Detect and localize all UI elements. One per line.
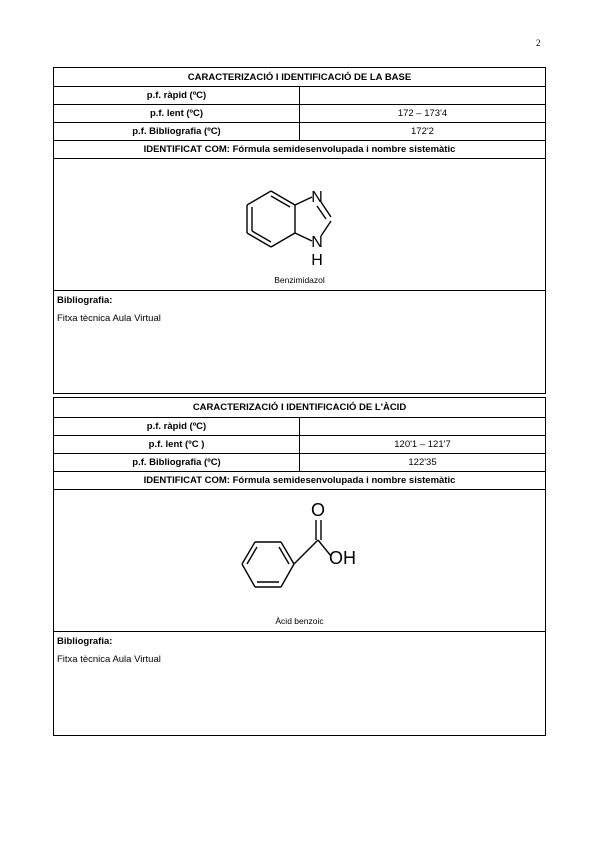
acid-identified-header: IDENTIFICAT COM: Fórmula semidesenvolupada i nombre sistemàtic [54,472,546,490]
acid-bibliography-mp-value: 122'35 [300,454,546,472]
acid-table-title: CARACTERIZACIÓ I IDENTIFICACIÓ DE L'ÀCID [54,398,546,418]
base-slow-mp-value: 172 – 173'4 [300,105,546,123]
base-bibliography-mp-label: p.f. Bibliografia (ºC) [54,123,300,141]
base-bibliography-mp-value: 172'2 [300,123,546,141]
acid-structure-cell [54,490,546,632]
base-characterization-table [53,67,546,394]
acid-characterization-table [53,397,546,736]
carbonyl-o-atom: O [310,499,325,520]
base-fast-mp-value [300,87,546,105]
base-structure-cell [54,159,546,291]
benzimidazole-structure [235,169,365,273]
benzoic-acid-structure [225,498,375,612]
base-compound-name: Benzimidazol [274,274,325,285]
hydroxyl-oh-group: OH [328,547,356,568]
base-bibliography-text: Fitxa tècnica Aula Virtual [57,313,161,324]
page-number: 2 [536,38,541,48]
base-bibliography-cell [54,291,546,394]
base-bibliography-label: Bibliografia: [57,295,113,306]
acid-compound-name: Àcid benzoic [275,615,324,626]
benzimidazole-nh-h-atom: H [310,251,323,269]
acid-bibliography-cell [54,632,546,736]
benzimidazole-nh-n-atom: N [310,233,323,251]
benzimidazole-n-atom: N [310,188,323,206]
base-table-title: CARACTERIZACIÓ I IDENTIFICACIÓ DE LA BASE [54,68,546,87]
acid-slow-mp-label: p.f. lent (ºC ) [54,436,300,454]
acid-bibliography-mp-label: p.f. Bibliografia (ºC) [54,454,300,472]
base-fast-mp-label: p.f. ràpid (ºC) [54,87,300,105]
acid-slow-mp-value: 120'1 – 121'7 [300,436,546,454]
base-slow-mp-label: p.f. lent (ºC) [54,105,300,123]
acid-fast-mp-label: p.f. ràpid (ºC) [54,418,300,436]
acid-bibliography-label: Bibliografia: [57,636,113,647]
base-identified-header: IDENTIFICAT COM: Fórmula semidesenvolupada i nombre sistemàtic [54,141,546,159]
acid-fast-mp-value [300,418,546,436]
acid-bibliography-text: Fitxa tècnica Aula Virtual [57,654,161,665]
